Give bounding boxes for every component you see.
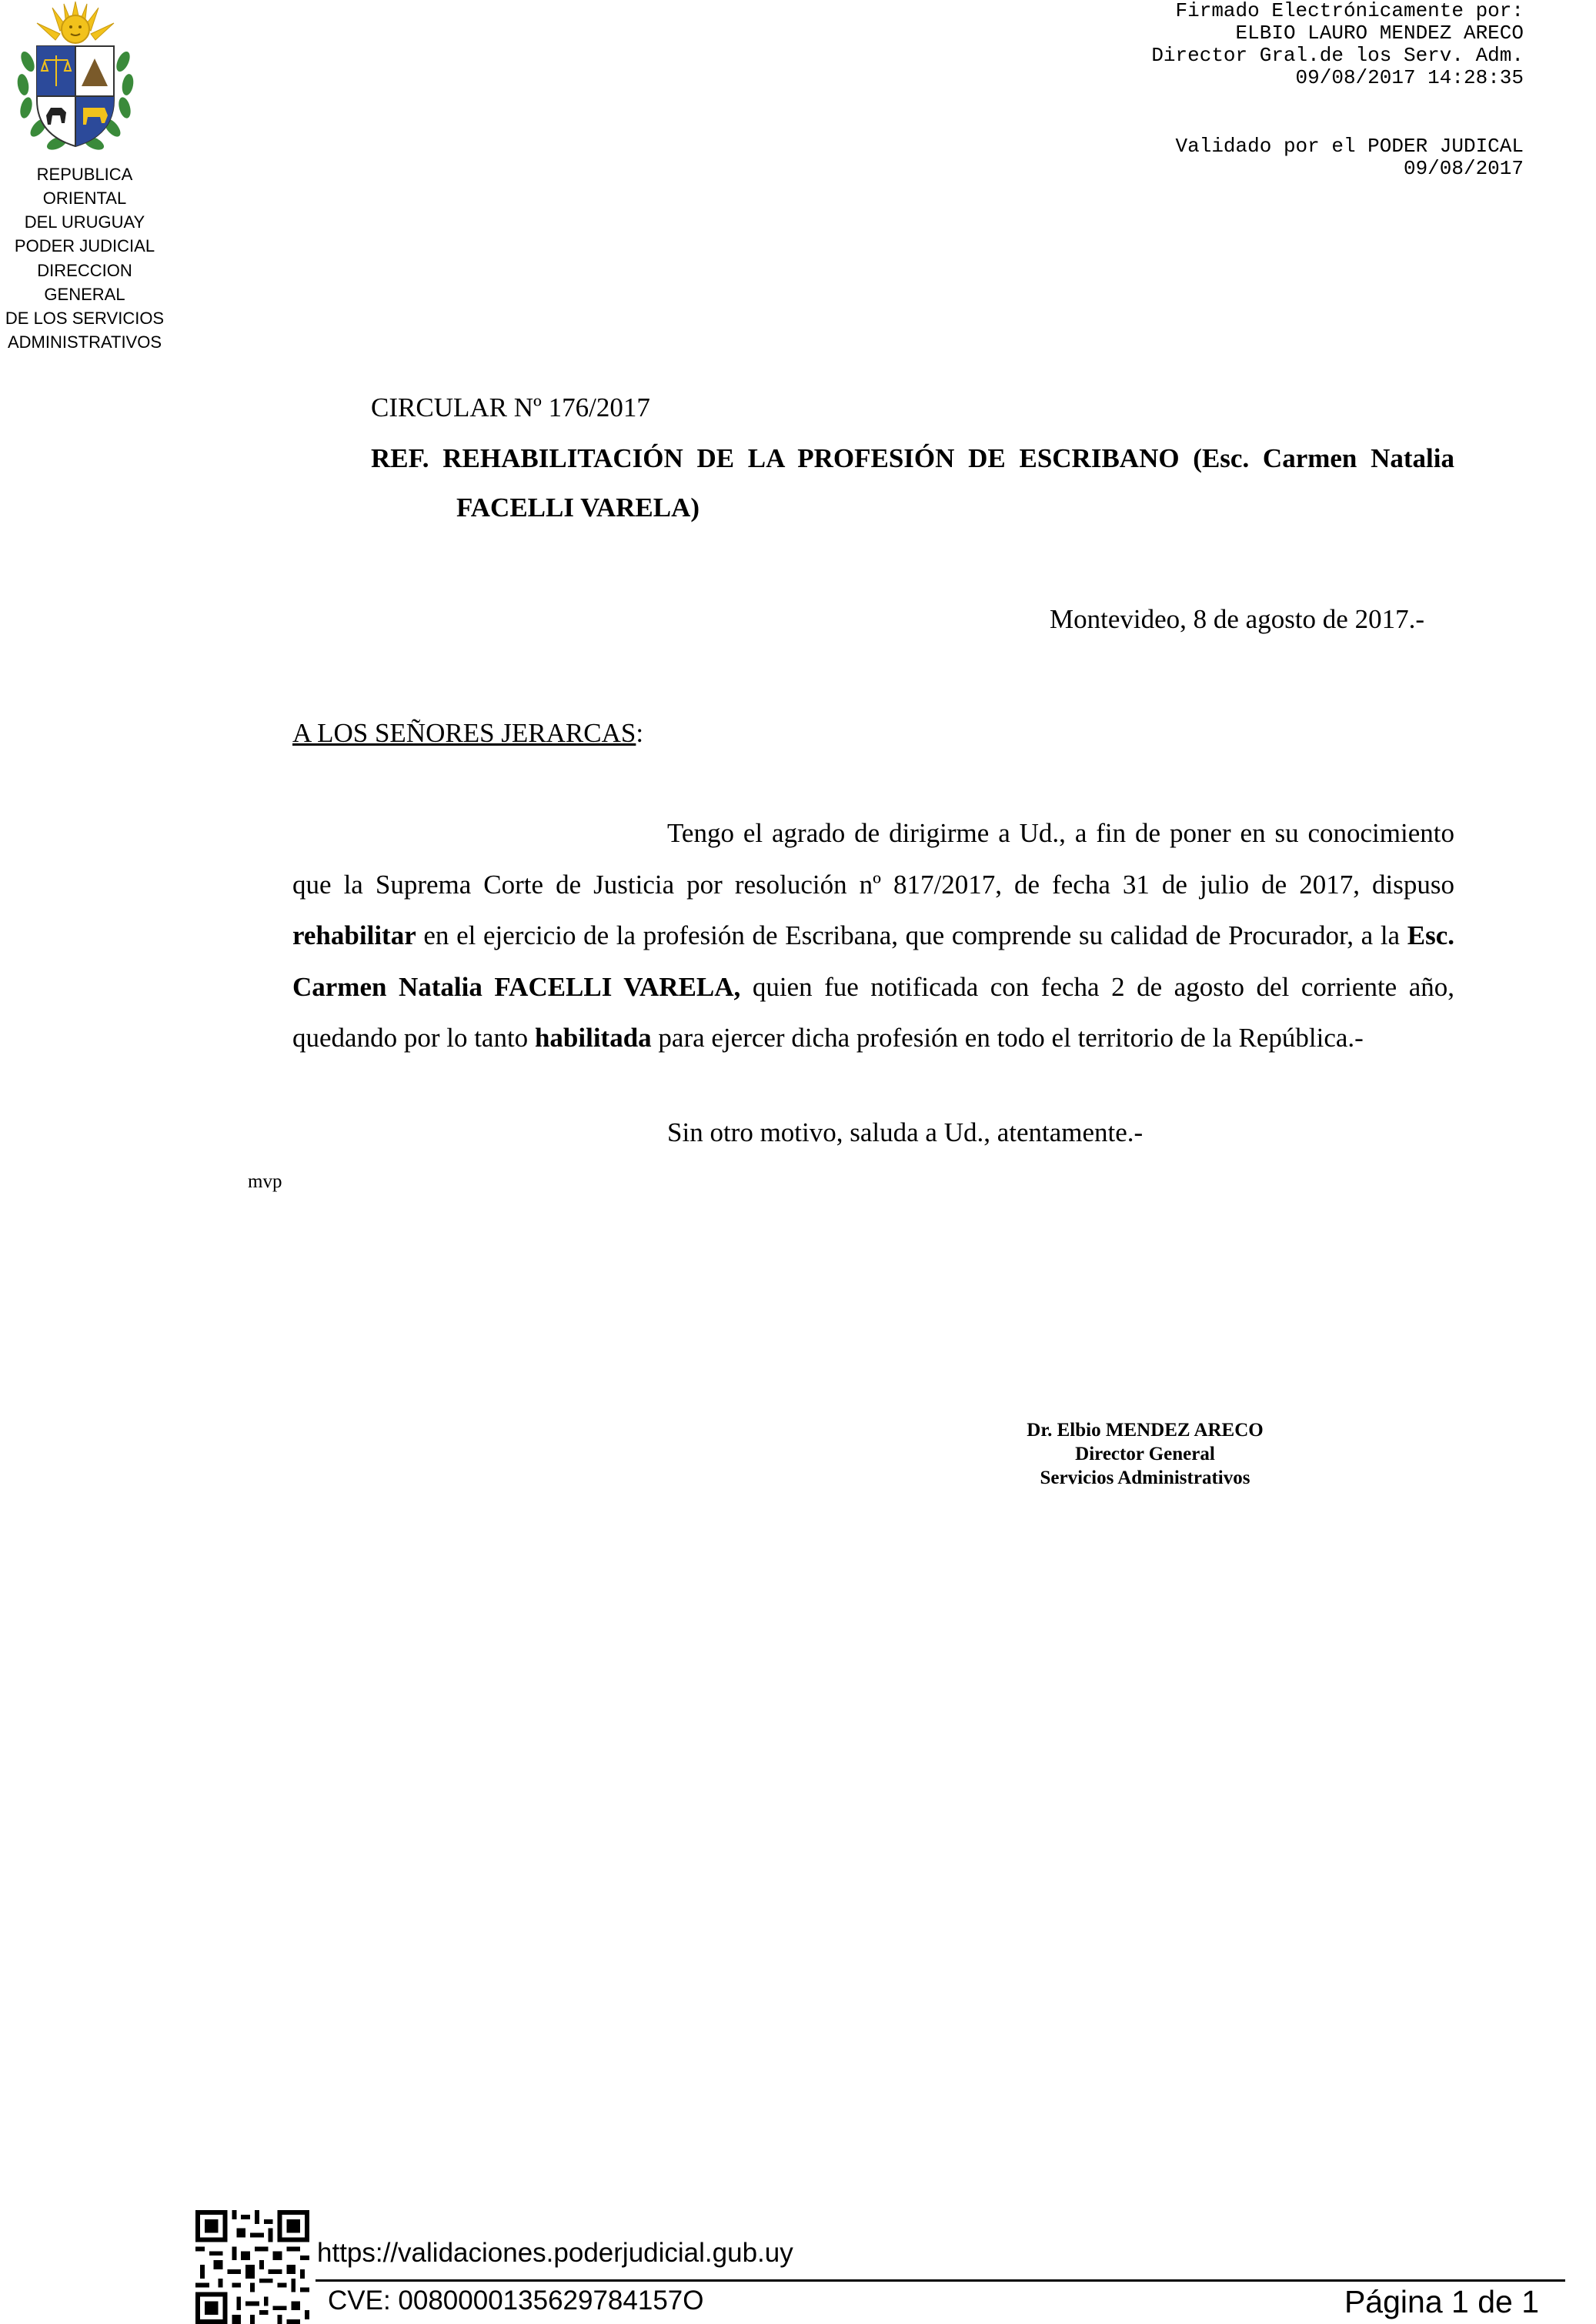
signer-department: Servicios Administrativos <box>1040 1468 1250 1488</box>
typist-initials: mvp <box>248 1171 282 1192</box>
body-text: quien fue notificada con fecha 2 de agosto del corriente año, quedando por lo tanto <box>292 971 1455 1053</box>
body-text: Tengo el agrado de dirigirme a Ud., a fin de poner en su conocimiento que la Suprema Corte de Justicia por resolución nº 817/2017, de fecha 31 de julio de 2017, dispuso <box>292 818 1454 900</box>
closing-line: Sin otro motivo, saluda a Ud., atentamente.- <box>667 1117 1144 1147</box>
signature-line: Firmado Electrónicamente por: <box>1175 0 1524 22</box>
reference-line-2: FACELLI VARELA) <box>456 493 700 523</box>
coat-of-arms-icon <box>6 0 145 162</box>
dept-line: DE LOS SERVICIOS <box>5 309 165 328</box>
validation-url[interactable]: https://validaciones.poderjudicial.gub.uy <box>317 2238 793 2268</box>
validation-line: 09/08/2017 <box>1403 157 1524 180</box>
org-line: REPUBLICA ORIENTAL <box>36 165 133 208</box>
org-line: PODER JUDICIAL <box>14 236 155 255</box>
org-line: DEL URUGUAY <box>24 212 145 232</box>
dept-name <box>0 259 169 354</box>
dept-line: ADMINISTRATIVOS <box>7 332 162 352</box>
addressee-text: A LOS SEÑORES JERARCAS <box>292 718 636 748</box>
document-date: Montevideo, 8 de agosto de 2017.- <box>1050 604 1424 634</box>
signature-line: 09/08/2017 14:28:35 <box>1295 66 1524 89</box>
body-text: para ejercer dicha profesión en todo el territorio de la República.- <box>651 1023 1364 1053</box>
signature-line: ELBIO LAURO MENDEZ ARECO <box>1235 22 1524 45</box>
electronic-signature-stamp <box>985 0 1524 89</box>
body-bold-text: habilitada <box>534 1023 652 1053</box>
signer-title: Director General <box>1075 1444 1215 1464</box>
page-number: Página 1 de 1 <box>1344 2284 1539 2319</box>
body-bold-text: Esc. Carmen Natalia FACELLI VARELA, <box>292 920 1454 1002</box>
validation-stamp <box>985 135 1524 180</box>
addressee-colon: : <box>636 718 644 748</box>
addressee <box>292 718 643 749</box>
cve-code: CVE: 0080000135629784157O <box>328 2286 704 2316</box>
signature-line: Director Gral.de los Serv. Adm. <box>1151 44 1524 67</box>
circular-number: CIRCULAR Nº 176/2017 <box>371 392 650 422</box>
signer-name: Dr. Elbio MENDEZ ARECO <box>1027 1420 1264 1441</box>
body-bold-text: rehabilitar <box>292 920 416 950</box>
body-paragraph <box>292 808 1454 1064</box>
qr-code-icon <box>195 2210 309 2324</box>
org-name <box>0 162 169 258</box>
dept-line: DIRECCION GENERAL <box>37 261 132 304</box>
body-text: en el ejercicio de la profesión de Escribana, que comprende su calidad de Procurador, a la <box>416 920 1407 950</box>
validation-line: Validado por el PODER JUDICAL <box>1175 135 1524 158</box>
reference-line-1: REF. REHABILITACIÓN DE LA PROFESIÓN DE ESCRIBANO (Esc. Carmen Natalia <box>371 443 1454 473</box>
footer-divider <box>316 2279 1565 2282</box>
